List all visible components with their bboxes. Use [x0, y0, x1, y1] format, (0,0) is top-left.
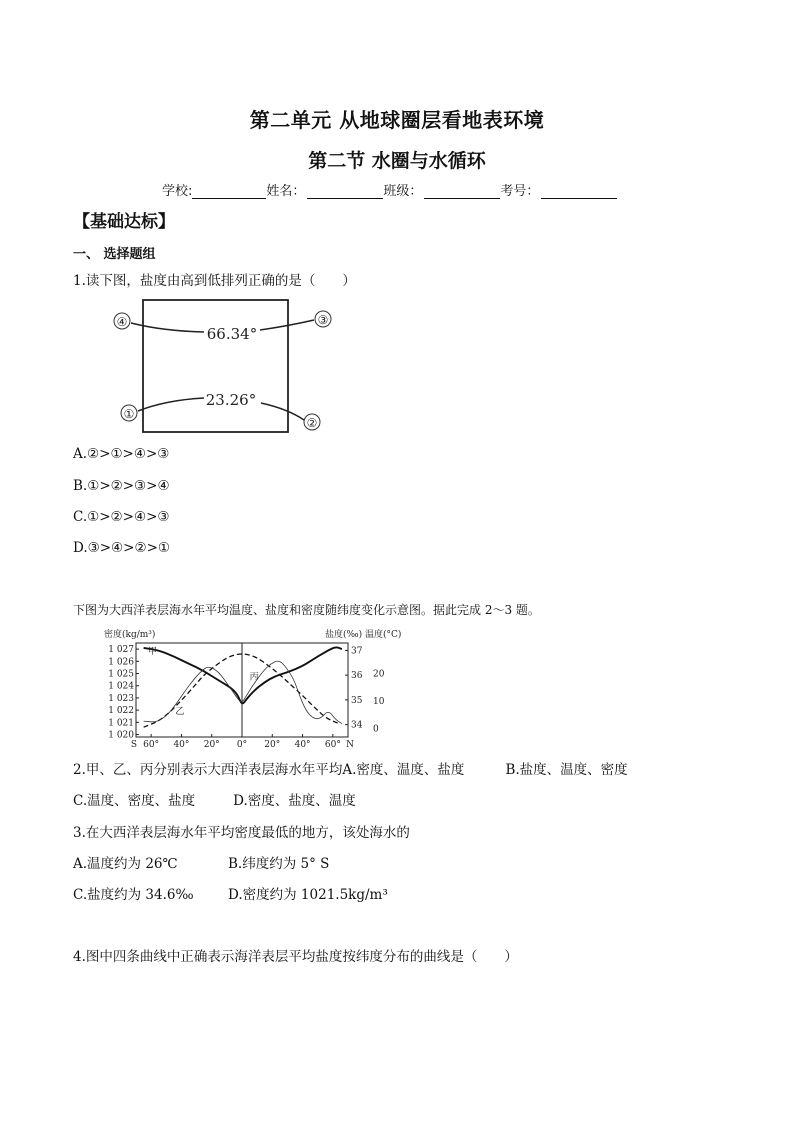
x-tick-label: 60°: [143, 740, 160, 750]
question-1-option-b[interactable]: B.①>②>③>④: [73, 478, 170, 494]
student-info-line: [162, 180, 617, 199]
question-3-options-row-1: [73, 852, 329, 872]
question-2-option-a[interactable]: A.密度、温度、盐度: [342, 762, 465, 778]
question-1-option-d[interactable]: D.③>④>②>①: [73, 540, 170, 556]
section-title: 第二节 水圈与水循环: [308, 150, 486, 172]
question-2-option-b[interactable]: B.盐度、温度、密度: [505, 762, 628, 778]
density-tick-label: 1 021: [108, 718, 134, 729]
density-tick-label: 1 026: [108, 657, 134, 668]
class-blank[interactable]: [424, 185, 500, 199]
x-tick-label: 60°: [324, 740, 341, 750]
question-3-option-a[interactable]: A.温度约为 26℃: [73, 856, 178, 872]
label-1: ①: [123, 407, 135, 421]
label-3: ③: [317, 313, 329, 327]
lower-line-value: 23.26°: [205, 391, 257, 409]
salinity-tick-label: 37: [351, 646, 363, 657]
x-tick-label: 40°: [173, 740, 190, 750]
question-1-stem: 1.读下图，盐度由高到低排列正确的是（ ）: [73, 273, 356, 289]
label-2: ②: [306, 416, 318, 430]
label-4: ④: [116, 315, 128, 329]
density-tick-label: 1 025: [108, 669, 134, 680]
question-3-options-row-2: [73, 883, 388, 903]
class-label: 班级：: [383, 184, 423, 199]
section-label: 【基础达标】: [73, 212, 175, 232]
density-tick-label: 1 024: [108, 681, 134, 692]
atlantic-chart: [100, 625, 402, 750]
temperature-tick-label: 10: [373, 697, 385, 708]
salinity-tick-label: 36: [351, 671, 363, 682]
question-2-options-row: [73, 789, 356, 809]
x-tick-label: 0°: [236, 740, 248, 750]
temperature-tick-label: 0: [373, 724, 379, 735]
lower-line-left: [138, 398, 204, 411]
x-tick-label: 40°: [294, 740, 311, 750]
question-3-stem: 3.在大西洋表层海水年平均密度最低的地方，该处海水的: [73, 825, 410, 841]
question-2-option-d[interactable]: D.密度、盐度、温度: [233, 793, 356, 809]
density-tick-label: 1 022: [108, 706, 134, 717]
question-3-option-b[interactable]: B.纬度约为 5° S: [228, 856, 330, 872]
curve-label-1: 甲: [148, 646, 158, 657]
series-line-1: [144, 647, 342, 703]
question-2-stem-text: 2.甲、乙、丙分别表示大西洋表层海水年平均: [73, 762, 343, 778]
name-label: 姓名：: [266, 184, 306, 199]
density-tick-label: 1 020: [108, 730, 134, 741]
question-4-stem: 4.图中四条曲线中正确表示海洋表层平均盐度按纬度分布的曲线是（ ）: [73, 949, 518, 965]
name-blank[interactable]: [307, 185, 383, 199]
questions-2-3-intro: 下图为大西洋表层海水年平均温度、盐度和密度随纬度变化示意图。据此完成 2～3 题。: [73, 603, 540, 617]
school-blank[interactable]: [192, 185, 266, 199]
series-line-3: [144, 661, 342, 723]
isotherm-figure: [108, 292, 340, 438]
right-axis-label: 盐度(‰) 温度(°C): [325, 630, 402, 640]
exam-number-label: 考号：: [500, 184, 540, 199]
x-tick-label: 20°: [264, 740, 281, 750]
question-3-option-d[interactable]: D.密度约为 1021.5kg/m³: [228, 887, 388, 903]
x-tick-label: N: [346, 740, 354, 750]
curve-label-2: 乙: [175, 706, 185, 717]
question-3-option-c[interactable]: C.盐度约为 34.6‰: [73, 887, 194, 903]
curve-label-3: 丙: [249, 672, 259, 683]
temperature-tick-label: 20: [373, 669, 385, 680]
density-tick-label: 1 023: [108, 693, 134, 704]
series-line-2: [144, 654, 339, 727]
upper-line-right: [260, 320, 314, 330]
school-label: 学校:: [162, 184, 193, 199]
question-2-option-c[interactable]: C.温度、密度、盐度: [73, 793, 196, 809]
lower-line-right: [261, 403, 304, 420]
salinity-tick-label: 34: [351, 720, 363, 731]
density-tick-label: 1 027: [108, 645, 134, 656]
question-1-option-c[interactable]: C.①>②>④>③: [73, 509, 170, 525]
left-axis-label: 密度(kg/m³): [104, 630, 156, 640]
figure-frame: [143, 300, 288, 432]
salinity-tick-label: 35: [351, 695, 363, 706]
x-tick-label: S: [130, 740, 138, 750]
exam-number-blank[interactable]: [541, 185, 617, 199]
question-2-stem: [73, 758, 628, 778]
x-tick-label: 20°: [203, 740, 220, 750]
upper-line-value: 66.34°: [206, 325, 258, 343]
upper-line-left: [131, 323, 204, 332]
unit-title: 第二单元 从地球圈层看地表环境: [249, 108, 545, 132]
question-1-option-a[interactable]: A.②>①>④>③: [73, 446, 170, 462]
subsection-label: 一、 选择题组: [73, 247, 156, 262]
